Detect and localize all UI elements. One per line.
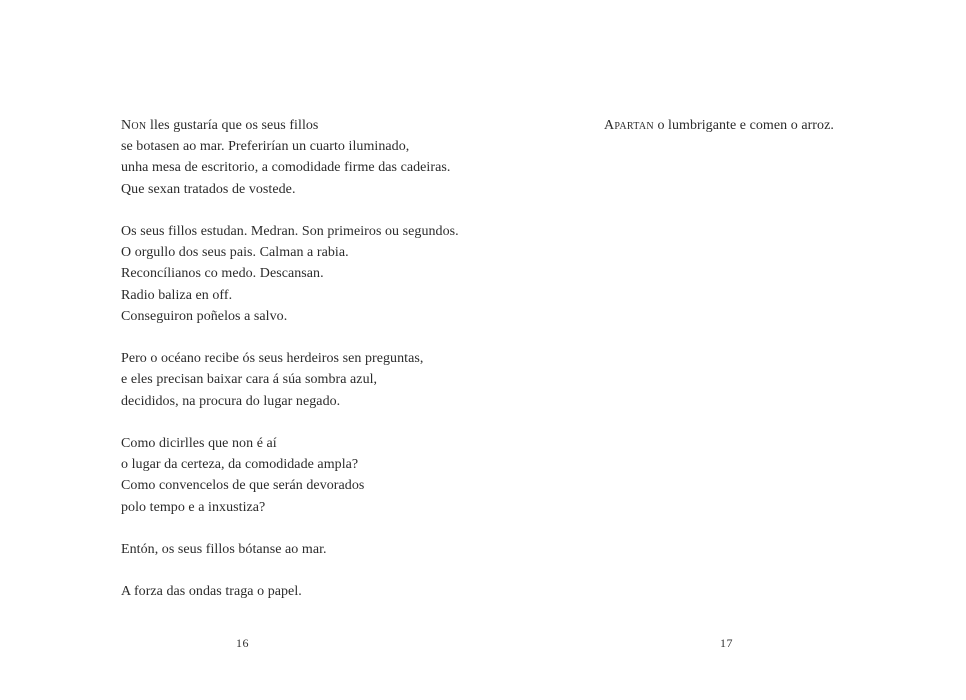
poem-line: unha mesa de escritorio, a comodidade firme das cadeiras. <box>121 160 451 176</box>
stanza-1 <box>604 115 954 136</box>
stanza-2 <box>121 221 471 327</box>
poem-line: Que sexan tratados de vostede. <box>121 181 296 197</box>
opening-word: Non <box>121 118 147 133</box>
poem-line: Radio baliza en off. <box>121 287 233 303</box>
page-number-right: 17 <box>720 636 733 650</box>
stanza-4 <box>121 433 471 518</box>
poem-line: Reconcílianos co medo. Descansan. <box>121 266 324 282</box>
poem-right <box>604 115 954 157</box>
poem-line: Entón, os seus fillos bótanse ao mar. <box>121 542 327 557</box>
poem-line: Apartan o lumbrigante e comen o arroz. <box>604 118 834 133</box>
poem-line: Os seus fillos estudan. Medran. Son primeiros ou segundos. <box>121 224 459 239</box>
poem-line: Non lles gustaría que os seus fillos <box>121 118 319 133</box>
poem-line: A forza das ondas traga o papel. <box>121 584 302 600</box>
right-page <box>483 0 966 700</box>
stanza-6 <box>121 581 471 602</box>
poem-line: Conseguiron poñelos a salvo. <box>121 308 288 324</box>
poem-line: e eles precisan baixar cara á súa sombra azul, <box>121 372 378 388</box>
poem-line: polo tempo e a inxustiza? <box>121 499 266 515</box>
poem-line: se botasen ao mar. Preferirían un cuarto iluminado, <box>121 139 410 155</box>
stanza-5 <box>121 539 471 560</box>
poem-line: Como dicirlles que non é aí <box>121 436 277 451</box>
poem-line: o lugar da certeza, da comodidade ampla? <box>121 457 359 473</box>
stanza-1 <box>121 115 471 200</box>
poem-left <box>121 115 471 624</box>
opening-word: Apartan <box>604 118 654 133</box>
poem-line: Como convencelos de que serán devorados <box>121 478 365 494</box>
poem-line: decididos, na procura do lugar negado. <box>121 393 341 409</box>
stanza-3 <box>121 348 471 412</box>
poem-line: Pero o océano recibe ós seus herdeiros sen preguntas, <box>121 351 424 367</box>
page-number-left: 16 <box>236 636 249 650</box>
poem-line: O orgullo dos seus pais. Calman a rabia. <box>121 245 349 261</box>
